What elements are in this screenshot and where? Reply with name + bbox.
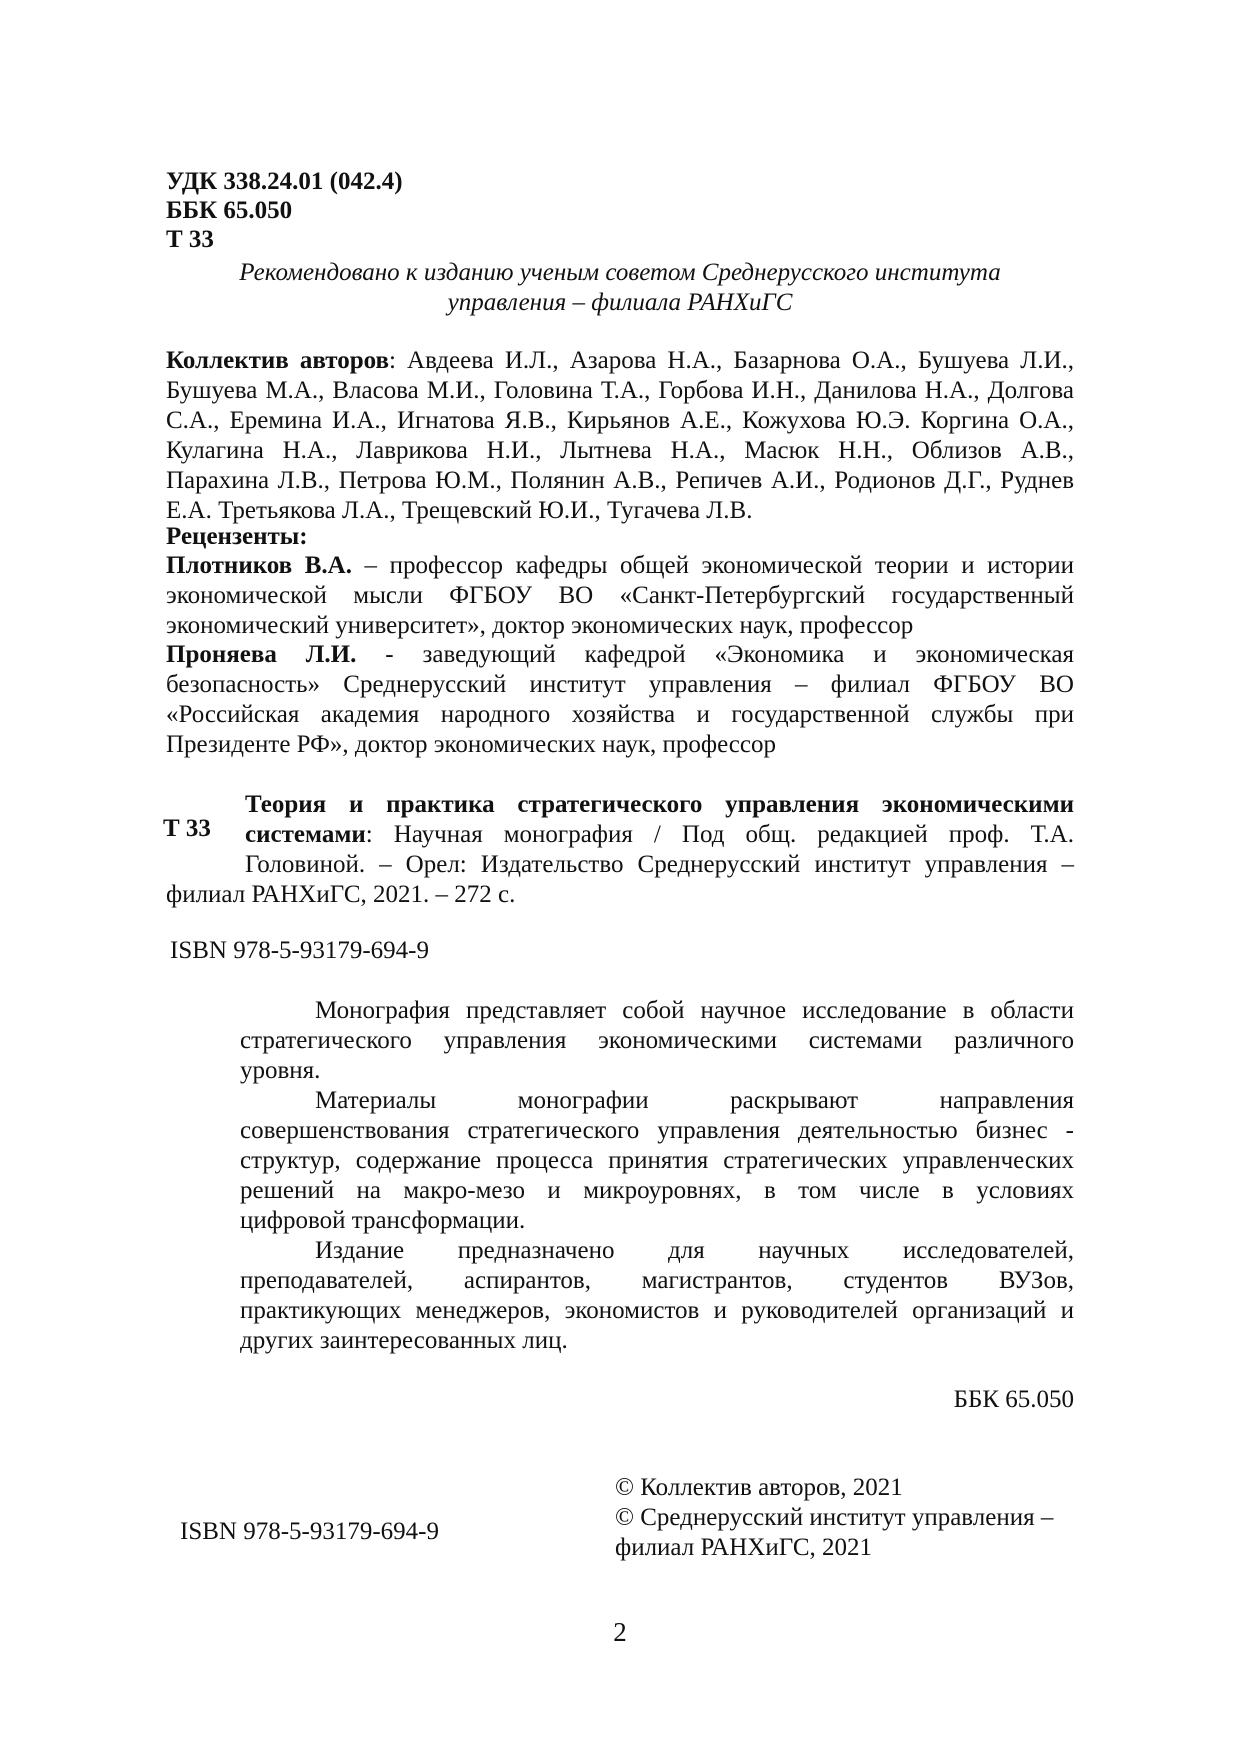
- reviewer-line: экономической мысли ФГБОУ ВО «Санкт-Петербургский государственный: [166, 582, 1074, 609]
- recommendation-line: управления – филиала РАНХиГС: [447, 289, 793, 316]
- bibliographic-line: филиал РАНХиГС, 2021. – 272 с.: [166, 881, 516, 908]
- reviewer-line: Плотников В.А. – профессор кафедры общей экономической теории и истории: [166, 552, 1074, 579]
- annotation-line: совершенствования стратегического управления деятельностью бизнес -: [240, 1117, 1074, 1144]
- book-title-line: Теория и практика стратегического управления экономическими: [245, 791, 1074, 818]
- authors-line: Бушуева М.А., Власова М.И., Головина Т.А., Горбова И.Н., Данилова Н.А., Долгова: [166, 377, 1074, 404]
- isbn-bottom: ISBN 978-5-93179-694-9: [180, 1518, 440, 1545]
- annotation: [240, 996, 1074, 1356]
- reviewer-entry: [166, 640, 1074, 760]
- reviewers-heading: Рецензенты:: [166, 523, 308, 550]
- bbk-code: ББК 65.050: [166, 197, 293, 224]
- author-code: Т 33: [166, 226, 214, 253]
- annotation-line: других заинтересованных лиц.: [240, 1327, 568, 1354]
- authors-text: : Авдеева И.Л., Азарова Н.А., Базарнова О.А., Бушуева Л.И.,: [389, 347, 1074, 374]
- annotation-line: цифровой трансформации.: [240, 1207, 526, 1234]
- authors-block: [166, 346, 1074, 526]
- annotation-line: уровня.: [240, 1057, 321, 1084]
- reviewer-line: безопасность» Среднерусский институт управления – филиал ФГБОУ ВО: [166, 671, 1074, 698]
- reviewer-name: Проняева Л.И.: [166, 641, 357, 668]
- authors-line: Парахина Л.В., Петрова Ю.М., Полянин А.В., Репичев А.И., Родионов Д.Г., Руднев: [166, 467, 1074, 494]
- copyright-block: [615, 1473, 1077, 1563]
- annotation-line: стратегического управления экономическими системами различного: [240, 1027, 1074, 1054]
- page-number: 2: [613, 1617, 627, 1647]
- classification-block: [166, 167, 566, 254]
- annotation-line: практикующих менеджеров, экономистов и руководителей организаций и: [240, 1297, 1074, 1324]
- authors-line: Кулагина Н.А., Лаврикова Н.И., Лытнева Н.А., Масюк Н.Н., Облизов А.В.,: [166, 437, 1074, 464]
- authors-line: [166, 346, 1074, 376]
- recommendation-line: Рекомендовано к изданию ученым советом Среднерусского института: [239, 259, 1001, 286]
- book-title-end: системами: [245, 821, 366, 848]
- reviewer-line: «Российская академия народного хозяйства и государственной службы при: [166, 701, 1074, 728]
- udk-code: УДК 338.24.01 (042.4): [166, 168, 403, 195]
- authors-line: С.А., Еремина И.А., Игнатова Я.В., Кирьянов А.Е., Кожухова Ю.Э. Коргина О.А.,: [166, 407, 1074, 434]
- bbk-code-bottom: ББК 65.050: [953, 1386, 1074, 1413]
- annotation-line: Материалы монографии раскрывают направления: [315, 1087, 1074, 1114]
- reviewer-line: Проняева Л.И. - заведующий кафедрой «Экономика и экономическая: [166, 641, 1074, 668]
- annotation-line: Издание предназначено для научных исследователей,: [315, 1237, 1074, 1264]
- annotation-line: решений на макро-мезо и микроуровнях, в том числе в условиях: [240, 1177, 1074, 1204]
- bibliographic-line: системами: Научная монография / Под общ. редакцией проф. Т.А.: [245, 821, 1074, 848]
- copyright-line: филиал РАНХиГС, 2021: [615, 1534, 873, 1561]
- authors-line: Е.А. Третьякова Л.А., Трещевский Ю.И., Тугачева Л.В.: [166, 497, 753, 524]
- annotation-line: преподавателей, аспирантов, магистрантов, студентов ВУЗов,: [240, 1267, 1074, 1294]
- bibliographic-line: Головиной. – Орел: Издательство Среднерусский институт управления –: [245, 851, 1074, 878]
- isbn: ISBN 978-5-93179-694-9: [170, 937, 430, 964]
- reviewer-line: Президенте РФ», доктор экономических наук, профессор: [166, 731, 776, 758]
- authors-label: Коллектив авторов: [166, 347, 390, 374]
- reviewer-entry: [166, 551, 1074, 641]
- bibliographic-author-code: Т 33: [163, 815, 211, 842]
- publication-recommendation: [166, 258, 1074, 318]
- reviewer-line: экономический университет», доктор экономических наук, профессор: [166, 612, 914, 639]
- annotation-line: структур, содержание процесса принятия стратегических управленческих: [240, 1147, 1074, 1174]
- reviewer-name: Плотников В.А.: [166, 552, 352, 579]
- copyright-line: © Среднерусский институт управления –: [615, 1504, 1054, 1531]
- copyright-line: © Коллектив авторов, 2021: [615, 1474, 903, 1501]
- annotation-line: Монография представляет собой научное исследование в области: [315, 997, 1074, 1024]
